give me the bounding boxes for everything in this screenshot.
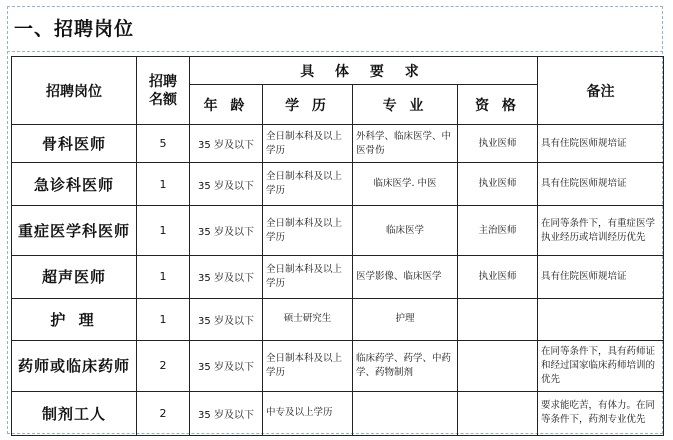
- cell-age: 35 岁及以下: [190, 205, 263, 255]
- cell-major: 临床药学、药学、中药学、药物制剂: [353, 341, 458, 391]
- cell-quota: 1: [137, 205, 190, 255]
- section-title: 一、招聘岗位: [14, 18, 135, 40]
- cell-position: 制剂工人: [12, 391, 137, 435]
- header-age: 年 龄: [190, 85, 263, 125]
- cell-position: 骨科医师: [12, 125, 137, 163]
- cell-age: 35 岁及以下: [190, 298, 263, 340]
- cell-remarks: 在同等条件下，具有药师证和经过国家临床药师培训的优先: [538, 341, 664, 391]
- header-quota: [137, 57, 190, 125]
- cell-qualification: 执业医师: [458, 125, 538, 163]
- cell-quota: 1: [137, 298, 190, 340]
- cell-position: 超声医师: [12, 256, 137, 298]
- header-position: 招聘岗位: [12, 57, 137, 125]
- header-remarks: 备注: [538, 57, 664, 125]
- cell-quota: 2: [137, 391, 190, 435]
- cell-qualification: [458, 341, 538, 391]
- cell-remarks: [538, 298, 664, 340]
- cell-qualification: 执业医师: [458, 256, 538, 298]
- cell-qualification: [458, 391, 538, 435]
- table-row: [12, 125, 664, 163]
- cell-position: 护 理: [12, 298, 137, 340]
- header-requirements: 具 体 要 求: [190, 57, 538, 85]
- cell-remarks: 要求能吃苦，有体力。在同等条件下，药剂专业优先: [538, 391, 664, 435]
- cell-age: 35 岁及以下: [190, 341, 263, 391]
- cell-quota: 1: [137, 256, 190, 298]
- cell-position: 药师或临床药师: [12, 341, 137, 391]
- cell-remarks: 具有住院医师规培证: [538, 125, 664, 163]
- section-divider: [7, 51, 663, 52]
- cell-position: 急诊科医师: [12, 163, 137, 205]
- cell-quota: 1: [137, 163, 190, 205]
- header-qualification: 资 格: [458, 85, 538, 125]
- cell-remarks: 具有住院医师规培证: [538, 256, 664, 298]
- recruitment-table: [11, 56, 664, 436]
- header-major: 专 业: [353, 85, 458, 125]
- cell-major: [353, 391, 458, 435]
- header-education: 学 历: [263, 85, 353, 125]
- cell-age: 35 岁及以下: [190, 125, 263, 163]
- cell-qualification: 执业医师: [458, 163, 538, 205]
- cell-education: 全日制本科及以上学历: [263, 125, 353, 163]
- cell-age: 35 岁及以下: [190, 256, 263, 298]
- cell-major: 外科学、临床医学、中医骨伤: [353, 125, 458, 163]
- cell-qualification: 主治医师: [458, 205, 538, 255]
- table-row: [12, 298, 664, 340]
- table-row: [12, 341, 664, 391]
- table-row: [12, 163, 664, 205]
- table-row: [12, 205, 664, 255]
- cell-remarks: 具有住院医师规培证: [538, 163, 664, 205]
- table-row: [12, 256, 664, 298]
- cell-major: 医学影像、临床医学: [353, 256, 458, 298]
- cell-education: 全日制本科及以上学历: [263, 205, 353, 255]
- cell-education: 全日制本科及以上学历: [263, 341, 353, 391]
- cell-education: 全日制本科及以上学历: [263, 256, 353, 298]
- cell-quota: 2: [137, 341, 190, 391]
- cell-remarks: 在同等条件下，有重症医学执业经历或培训经历优先: [538, 205, 664, 255]
- cell-education: 全日制本科及以上学历: [263, 163, 353, 205]
- header-quota-line2: 名额: [149, 91, 177, 108]
- header-quota-line1: 招聘: [149, 73, 177, 90]
- cell-quota: 5: [137, 125, 190, 163]
- cell-education: 硕士研究生: [263, 298, 353, 340]
- cell-age: 35 岁及以下: [190, 163, 263, 205]
- cell-position: 重症医学科医师: [12, 205, 137, 255]
- cell-major: 临床医学. 中医: [353, 163, 458, 205]
- table-row: [12, 391, 664, 435]
- cell-education: 中专及以上学历: [263, 391, 353, 435]
- cell-age: 35 岁及以下: [190, 391, 263, 435]
- cell-qualification: [458, 298, 538, 340]
- cell-major: 临床医学: [353, 205, 458, 255]
- cell-major: 护理: [353, 298, 458, 340]
